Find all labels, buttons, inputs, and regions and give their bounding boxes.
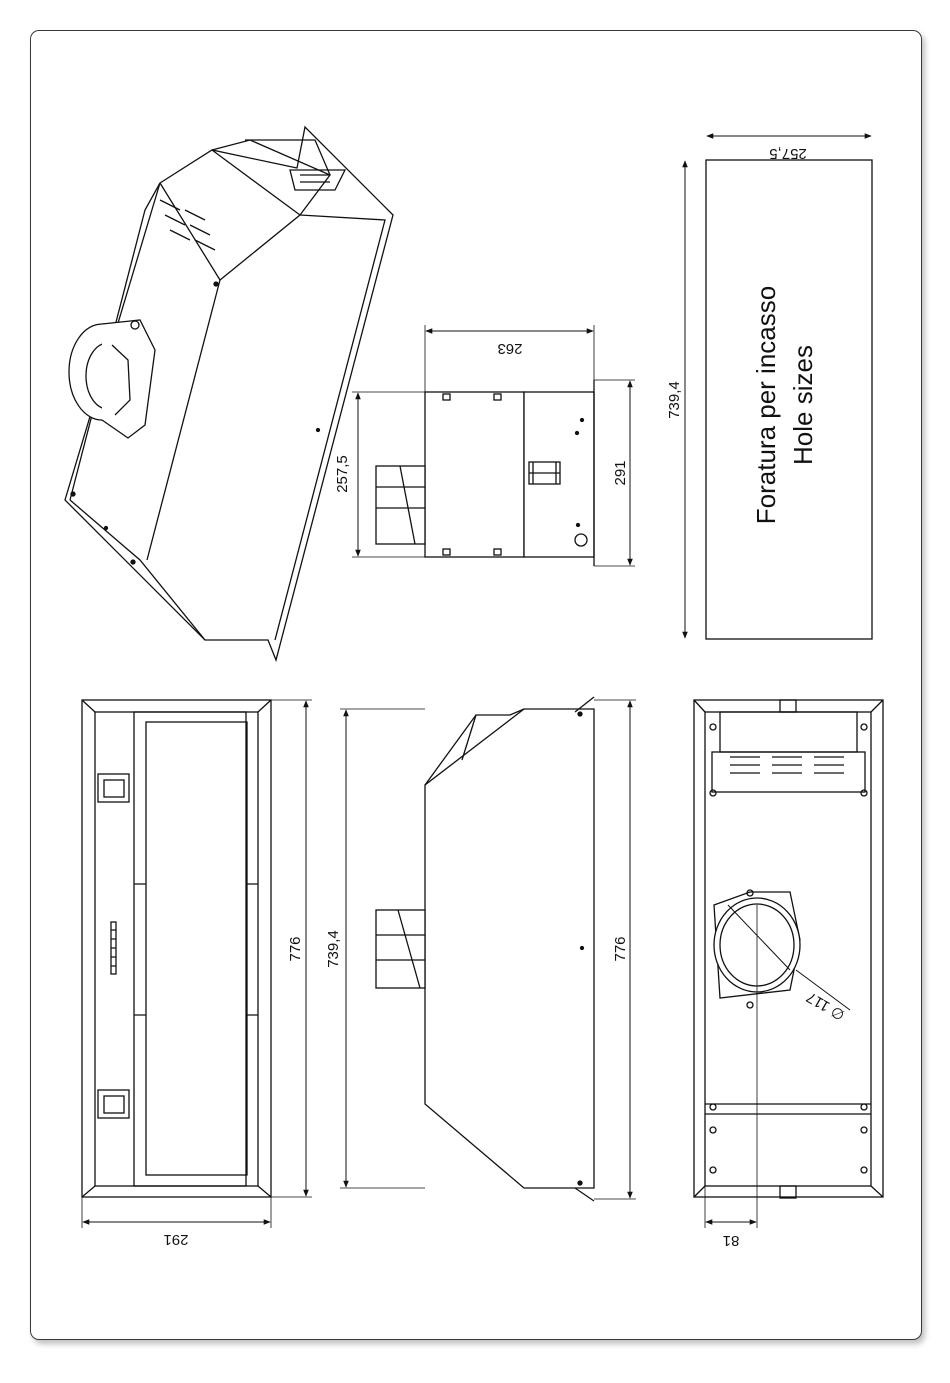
hole-width-label: 257,5 [769, 145, 807, 162]
back-view [694, 700, 883, 1228]
side-inner-height-label: 739,4 [325, 930, 342, 968]
front-width-label: 291 [163, 1231, 189, 1248]
top-middle-height-left-label: 257,5 [334, 455, 351, 493]
back-offset-label: 81 [722, 1232, 740, 1249]
top-middle-depth-label: 263 [497, 340, 523, 357]
isometric-view [65, 127, 393, 660]
top-middle-view [352, 325, 635, 566]
front-height-label: 776 [287, 936, 304, 962]
hole-title-line1: Foratura per incasso [751, 285, 781, 525]
side-height-label: 776 [612, 936, 629, 962]
side-view [340, 697, 636, 1201]
front-view [82, 700, 312, 1228]
hole-title-line2: Hole sizes [788, 345, 818, 465]
top-middle-height-right-label: 291 [612, 460, 629, 486]
hole-height-label: 739,4 [666, 381, 683, 419]
back-diameter-label: ∅ 117 [803, 988, 848, 1024]
